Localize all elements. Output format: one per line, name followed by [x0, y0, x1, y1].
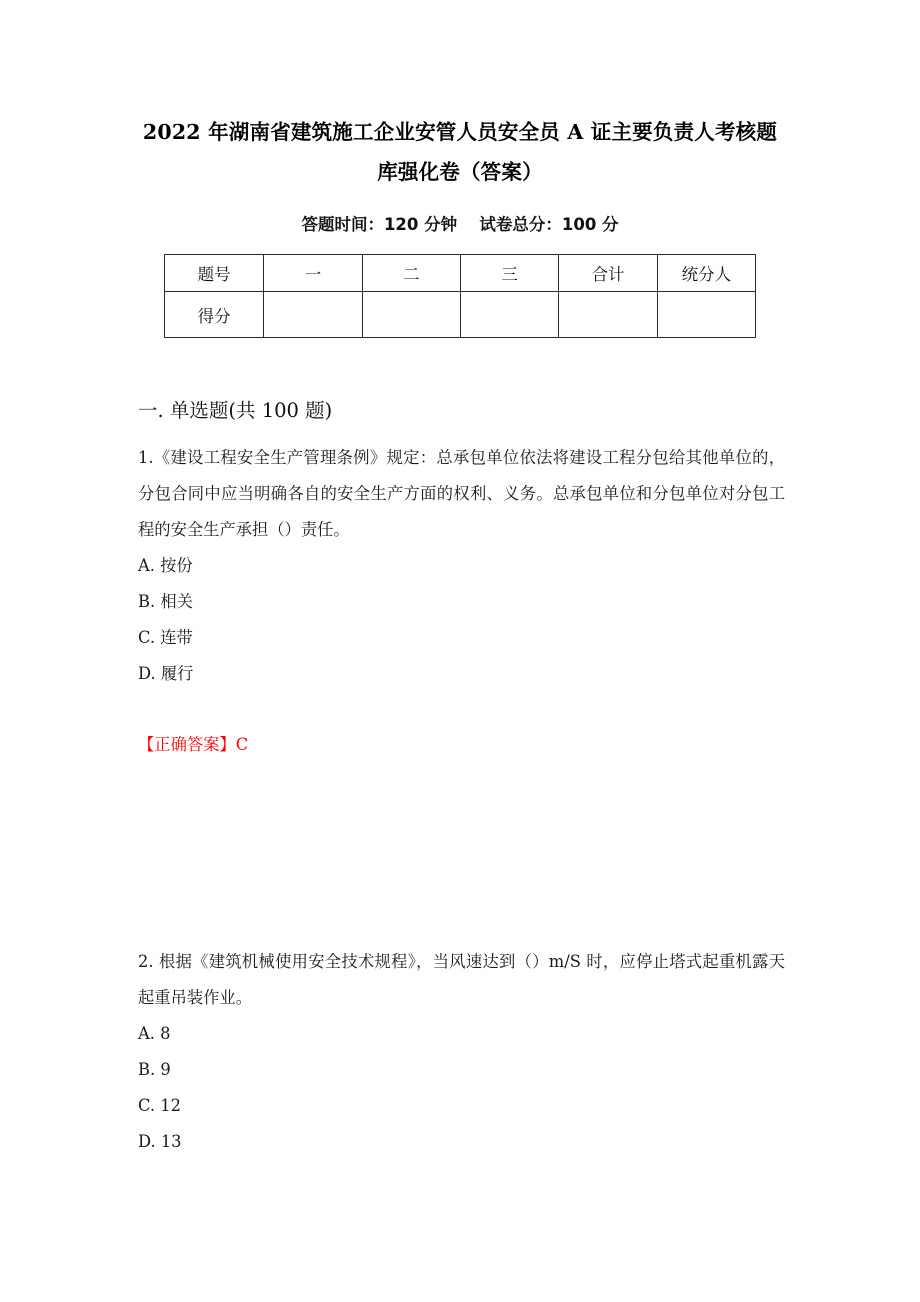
- option-a[interactable]: A. 8: [138, 1024, 171, 1043]
- option-d[interactable]: D. 13: [138, 1132, 182, 1151]
- table-header-cell: 二: [362, 255, 460, 292]
- option-b[interactable]: B. 9: [138, 1060, 171, 1079]
- score-cell[interactable]: [460, 292, 558, 338]
- question-spacer: [138, 760, 785, 930]
- question-item: [138, 930, 785, 1160]
- question-options: [138, 1016, 785, 1160]
- section-heading-single-choice: 一. 单选题(共 100 题): [138, 399, 333, 422]
- table-row: [165, 292, 756, 338]
- question-item: [138, 426, 785, 760]
- page-title-line-2: 库强化卷（答案）: [377, 160, 543, 184]
- table-header-cell: 一: [264, 255, 362, 292]
- score-cell[interactable]: [657, 292, 755, 338]
- option-b[interactable]: B. 相关: [138, 592, 193, 611]
- page-title-line-1: 2022 年湖南省建筑施工企业安管人员安全员 A 证主要负责人考核题: [142, 120, 778, 144]
- option-c[interactable]: C. 连带: [138, 628, 193, 647]
- question-options: [138, 548, 785, 692]
- option-c[interactable]: C. 12: [138, 1096, 181, 1115]
- table-header-cell: 题号: [165, 255, 264, 292]
- score-cell[interactable]: [264, 292, 362, 338]
- table-row-header: [165, 255, 756, 292]
- table-header-cell: 三: [460, 255, 558, 292]
- score-cell[interactable]: [559, 292, 657, 338]
- option-d[interactable]: D. 履行: [138, 664, 194, 683]
- table-header-cell: 合计: [559, 255, 657, 292]
- option-a[interactable]: A. 按份: [138, 556, 193, 575]
- score-table-container: [0, 254, 920, 338]
- score-cell[interactable]: [362, 292, 460, 338]
- score-table: [164, 254, 756, 338]
- page-title: [0, 0, 920, 192]
- exam-subtitle: 答题时间：120 分钟 试卷总分：100 分: [301, 215, 619, 234]
- exam-content: [0, 338, 920, 1160]
- table-header-cell: 统分人: [657, 255, 755, 292]
- correct-answer: 【正确答案】C: [138, 735, 249, 754]
- question-stem: 1.《建设工程安全生产管理条例》规定：总承包单位依法将建设工程分包给其他单位的，分包合同中应当明确各自的安全生产方面的权利、义务。总承包单位和分包单位对分包工程的安全生产承担（）责任。: [138, 448, 785, 539]
- table-row-label: 得分: [165, 292, 264, 338]
- question-stem: 2. 根据《建筑机械使用安全技术规程》，当风速达到（）m/S 时，应停止塔式起重机露天起重吊装作业。: [138, 952, 785, 1007]
